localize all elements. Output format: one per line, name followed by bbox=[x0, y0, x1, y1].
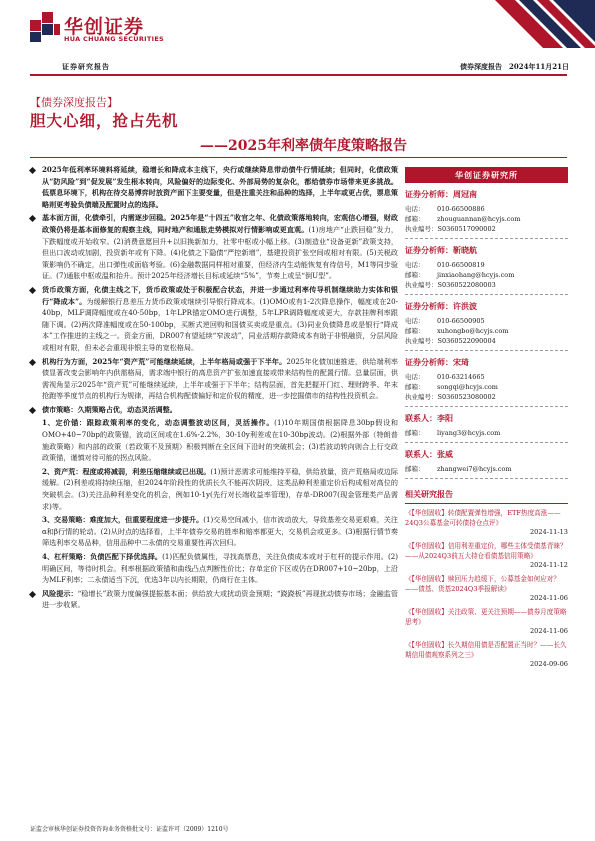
analyst-card bbox=[405, 301, 568, 351]
analyst-card bbox=[405, 189, 568, 239]
analyst-email[interactable]: 邮箱： songqi@hcyjs.com bbox=[405, 383, 498, 391]
analyst-name: 证券分析师：周冠南 bbox=[405, 189, 477, 199]
analyst-license: 执业编号：S0360517090002 bbox=[405, 225, 496, 233]
report-subtitle: ——2025年利率债年度策略报告 bbox=[200, 138, 407, 154]
logo-name-en: HUA CHUANG SECURITIES bbox=[64, 35, 165, 43]
analyst-divider bbox=[405, 406, 568, 407]
related-report-date: 2024-11-12 bbox=[529, 561, 568, 569]
report-category: 证券研究报告 bbox=[62, 62, 110, 71]
contact-divider bbox=[405, 442, 568, 443]
analyst-license: 执业编号：S0360522090004 bbox=[405, 337, 496, 345]
related-report-date: 2024-09-06 bbox=[529, 660, 568, 668]
contact-card bbox=[405, 413, 568, 443]
regulatory-footer: 证监会审核华创证券投资咨询业务资格批文号：证监许可（2009）1210号 bbox=[30, 826, 229, 833]
contact-email[interactable]: 邮箱： zhangwei7@hcyjs.com bbox=[405, 465, 512, 473]
strategy-paragraph: 3、交易策略：难度加大，但重要程度进一步提升。(1)交易空间减小，信市波动放大，导致基差交易更艰难，关注α和β行情的轮动。(2)从时点的选择看，上半年债券交易的胜率和赔率都更大，交易机会或更多。(3)根据行情节奏筛选利率交易品种，信用品种中二永债的交易重要性再次回归。 bbox=[42, 515, 399, 548]
analyst-name: 证券分析师：宋琦 bbox=[405, 357, 469, 367]
analyst-divider bbox=[405, 350, 568, 351]
related-reports-heading: 相关研究报告 bbox=[405, 489, 453, 499]
analyst-phone: 电话： 010-66500886 bbox=[405, 205, 485, 213]
title-divider bbox=[30, 157, 567, 158]
analyst-license: 执业编号：S0360523080002 bbox=[405, 393, 496, 401]
strategy-paragraph: 4、杠杆策略：负债匹配下择优选择。(1)匹配负债属性，寻找高票息，关注负债成本或对于杠杆的提示作用。(2)明确区间，等待时机会。利率根据政策锚和曲线凸点判断性价比；存单定价下区或仍在DR007+10~20bp，上沿为MLF利率；二永债适当下沉，优选3年以内长期限，仍商行在主体。 bbox=[42, 552, 398, 585]
diamond-bullet-icon bbox=[29, 407, 36, 414]
related-report-link[interactable]: 《【华创固收】转债配置弹性增强，ETF热度高涨——24Q3公募基金可转债持仓点评》 bbox=[405, 509, 561, 527]
analyst-phone: 电话： 010-66500819 bbox=[405, 261, 485, 269]
header-divider bbox=[30, 74, 567, 76]
research-institute-header: 华创证券研究所 bbox=[405, 167, 568, 183]
analyst-license: 执业编号：S0360522080003 bbox=[405, 281, 496, 289]
summary-paragraph: 基本面方面，化债牵引，内需逐步回稳。2025年是“十四五”收官之年、化债政策落地转向，宏观信心增强，财政政策仍将是基本面修复的观察主线，同时地产和通胀走势模拟对行情影响或更直观。(1)房地产“止跌回稳”发力，下跌幅度或开始收窄。(2)消费意愿回升+以旧换新加力，社零中枢或小幅上移。(3)制造业“设备更新”政策支持，但出口波动或加剧，投资新年或有下降。(4)化债之下隐债“严控新增”，基建投资扩张空间或相对有限。(5)关税政策影响仍不确定，出口弹性或面临考验。(6)金融数据同样相对重要，但经济内生动能恢复有待信号，M1等同步验证。(7)通胀中枢或温和抬升。预计2025年经济增长目标或延续“5%”，节奏上或呈“倒U型”。 bbox=[28, 212, 398, 282]
analyst-email[interactable]: 邮箱： zhouguannan@hcyjs.com bbox=[405, 215, 521, 223]
analyst-email[interactable]: 邮箱： xuhongbo@hcyjs.com bbox=[405, 327, 509, 335]
related-report-date: 2024-11-06 bbox=[529, 594, 568, 602]
analyst-phone: 电话： 010-63214665 bbox=[405, 373, 485, 381]
diamond-bullet-icon bbox=[29, 359, 36, 366]
diamond-bullet-icon bbox=[29, 287, 36, 294]
related-report-link[interactable]: 《【华创固收】信用利差重定价，哪些主体受债基青睐？——从2024Q3前五大持仓看债基信用策略》 bbox=[405, 542, 567, 560]
related-report-date: 2024-11-13 bbox=[529, 528, 568, 536]
risk-paragraph: 风险提示：“稳增长”政策力度偏强提振基本面；供给放大或扰动资金预期；“跷跷板”再现扰动债券市场；金融监管进一步收紧。 bbox=[28, 588, 398, 611]
analyst-name: 证券分析师：许洪波 bbox=[405, 301, 477, 311]
analyst-phone: 电话： 010-66500905 bbox=[405, 317, 485, 325]
analyst-email[interactable]: 邮箱： jinxiaohang@hcyjs.com bbox=[405, 271, 515, 279]
analyst-divider bbox=[405, 238, 568, 239]
analyst-divider bbox=[405, 294, 568, 295]
analyst-card bbox=[405, 245, 568, 295]
related-report-link[interactable]: 《【华创固收】关注政策、更关注预期——债券月度策略思考》 bbox=[405, 608, 567, 626]
analyst-sidebar bbox=[405, 164, 568, 673]
summary-body bbox=[28, 164, 398, 613]
related-report-link[interactable]: 《【华创固收】赎回压力趋缓下，公募基金如何应对？——债基、货基2024Q3季报解读》 bbox=[405, 575, 560, 593]
summary-paragraph: 机构行为方面，2025年“资产荒”可能继续延续，上半年格局或强于下半年。2025年化债加速推进，供给端利率债显著改变会影响年内供需格局，需求端中银行的高息资产扩张加速直接或带来结构性的配置行情。总量层面，供需视角显示2025年“资产荒”可能继续延续，上半年或强于下半年；结构层面，首先把握开门红、理财跨季、年末抢跑等季度节点的机构行为规律，再结合机构配债偏好和定价权的精度，进一步挖掘债市的结构性投资机会。 bbox=[28, 356, 398, 402]
related-reports-divider bbox=[405, 503, 568, 504]
contact-email[interactable]: 邮箱： liyang3@hcyjs.com bbox=[405, 429, 501, 437]
report-tag: 【债券深度报告】 bbox=[30, 96, 118, 109]
logo-name-cn: 华创证券 bbox=[64, 16, 145, 38]
strategy-paragraph: 2、资产荒：程度或将减弱，利差压缩继续或已出现。(1)预计恶需求可能维持平稳，供给放量，资产荒格局或边际缓解。(2)利差或将持续压缩，但2024年阶段性的优质长久不能再次阴段，这类品种利差重定价后构成相对高位的突破机会。(3)关注品种利差变化的机会，例如10-1y(先行对长端收益率管理)，存单-DR007(现金管理类产品需求)等。 bbox=[42, 466, 398, 511]
analyst-name: 证券分析师：靳晓航 bbox=[405, 245, 477, 255]
summary-paragraph: 货币政策方面，化债主线之下，货币政策或处于积极配合状态，并进一步通过利率传导机制继续助力实体和银行“降成本”。为缓解银行息差压力货币政策或继续引导银行降成本。(1)OMO或有1-2次降息操作，幅度或在20-40bp，MLF调降幅度或在40-50bp，1年LPR锚定OMO进行调整，5年LPR调降幅度或更大，存款挂牌利率跟随下调。(2)两次降准幅度或在50-100bp，买断式逆回购和国债买卖或是重点。(3)同业负债降息或是银行“降成本”工作推进的主线之一。资金方面，DR007有望延续“窄波动”，同业活期存款降成本有助于非银融资，分层风险或相对有限，但未必会重现非银主导的宽松格局。 bbox=[28, 284, 398, 354]
summary-paragraph: 债市策略：久期策略占优，动态灵活调整。 bbox=[28, 404, 398, 416]
contact-name: 联系人：张威 bbox=[405, 449, 453, 459]
diamond-bullet-icon bbox=[29, 167, 36, 174]
diamond-bullet-icon bbox=[29, 591, 36, 598]
report-type-date: 债券深度报告 2024年11月21日 bbox=[460, 62, 569, 71]
contact-name: 联系人：李阳 bbox=[405, 413, 453, 423]
contact-divider bbox=[405, 478, 568, 479]
contact-card bbox=[405, 449, 568, 479]
related-report-date: 2024-11-06 bbox=[529, 627, 568, 635]
company-logo bbox=[30, 10, 180, 56]
report-title: 胆大心细，抢占先机 bbox=[30, 111, 179, 130]
logo-mark-icon bbox=[30, 12, 60, 42]
diamond-bullet-icon bbox=[29, 215, 36, 222]
strategy-paragraph: 1、定价锚：跟踪政策利率的变化，动态调整波动区间，灵活操作。(1)10年期国债根据降息30bp假设和OMO+40~70bp的政策锚，波动区间或在1.6%-2.2%，30-10y利差或在10-30bp波动。(2)根据外部（特朗普施政策略）和内部的政策（若政策不及预期）积极判断在全区间下沿时的突破机会；(3)若波动转向则合上行交政政策锚，谨慎对待可能的拐点风险。 bbox=[42, 418, 398, 463]
related-report-link[interactable]: 《【华创固收】长久期信用债是否配置正当时？——长久期信用债观察系列之三》 bbox=[405, 641, 567, 659]
corner-stripes-decoration bbox=[435, 0, 595, 48]
analyst-card bbox=[405, 357, 568, 407]
summary-paragraph: 2025年低利率环境料将延续，稳增长和降成本主线下，央行或继续降息带动债牛行情延续；但同时，化债政策从“防风险”到“促发展”发生根本转向，风险偏好的边际变化、外部局势的复杂化，都给债券市场带来更多挑战。低票息环境下，机构在待交易博弈时放资产面下主要变量，但是注重关注和品种的选择，上半年或更占优，票息策略则更考验负债端及配置时点的选择。 bbox=[28, 164, 398, 210]
